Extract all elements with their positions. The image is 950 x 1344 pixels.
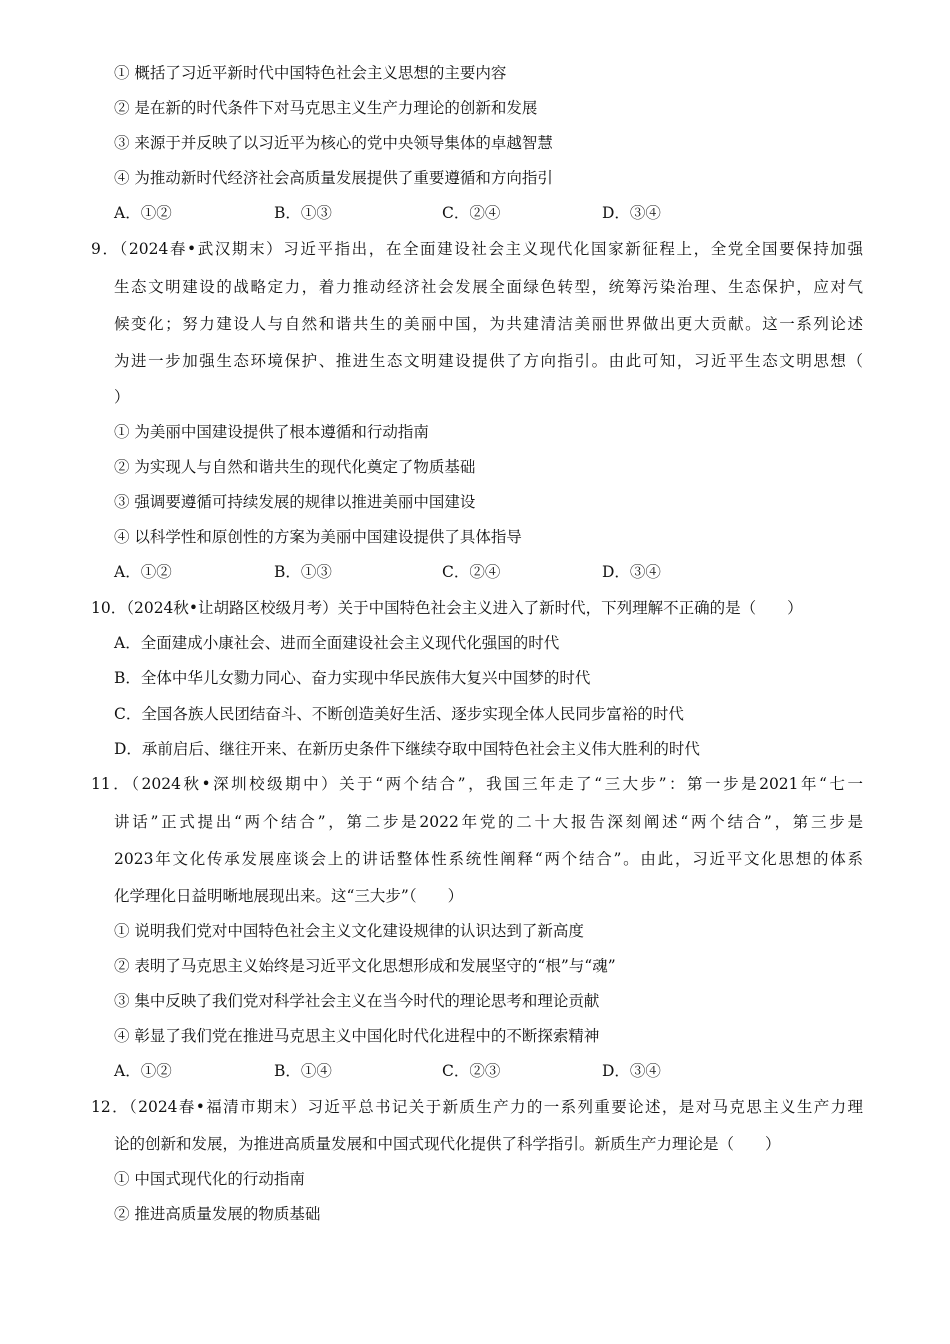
q10-option-d: D．承前启后、继往开来、在新历史条件下继续夺取中国特色社会主义伟大胜利的时代 (114, 740, 700, 758)
q8-choice-b: B．①③ (274, 204, 332, 222)
q8-statement-1: ① 概括了习近平新时代中国特色社会主义思想的主要内容 (114, 64, 507, 82)
q11-statement-4: ④ 彰显了我们党在推进马克思主义中国化时代化进程中的不断探索精神 (114, 1027, 600, 1045)
q11-choices (114, 1060, 814, 1082)
q9-statement-1: ① 为美丽中国建设提供了根本遵循和行动指南 (114, 423, 429, 441)
q9-stem-line-5: ） (114, 388, 130, 406)
q11-stem-line-4: 化学理化日益明晰地展现出来。这“三大步”（ ） (114, 887, 464, 905)
q10-option-b: B．全体中华儿女勠力同心、奋力实现中华民族伟大复兴中国梦的时代 (114, 669, 591, 687)
q9-statement-4: ④ 以科学性和原创性的方案为美丽中国建设提供了具体指导 (114, 528, 522, 546)
q10-option-c: C．全国各族人民团结奋斗、不断创造美好生活、逐步实现全体人民同步富裕的时代 (114, 705, 684, 723)
q11-statement-1: ① 说明我们党对中国特色社会主义文化建设规律的认识达到了新高度 (114, 922, 584, 940)
q8-statement-4: ④ 为推动新时代经济社会高质量发展提供了重要遵循和方向指引 (114, 169, 553, 187)
q11-choice-a: A．①② (114, 1062, 172, 1080)
q9-stem-line-3: 候变化；努力建设人与自然和谐共生的美丽中国，为共建清洁美丽世界做出更大贡献。这一系列论述 (114, 315, 863, 333)
q9-choice-a: A．①② (114, 563, 172, 581)
q12-stem-line-2: 论的创新和发展，为推进高质量发展和中国式现代化提供了科学指引。新质生产力理论是（ ） (114, 1135, 781, 1153)
q8-statement-2: ② 是在新的时代条件下对马克思主义生产力理论的创新和发展 (114, 99, 538, 117)
q11-stem-line-1: 11．（2024秋•深圳校级期中）关于“两个结合”，我国三年走了“三大步”：第一步是2021年“七一 (91, 775, 863, 793)
q9-statement-3: ③ 强调要遵循可持续发展的规律以推进美丽中国建设 (114, 493, 476, 511)
q12-statement-1: ① 中国式现代化的行动指南 (114, 1170, 305, 1188)
q11-choice-c: C．②③ (442, 1062, 501, 1080)
q12-stem-line-1: 12．（2024春•福清市期末）习近平总书记关于新质生产力的一系列重要论述，是对马克思主义生产力理 (91, 1098, 863, 1116)
q8-choices (114, 202, 814, 224)
q9-choice-c: C．②④ (442, 563, 501, 581)
q9-statement-2: ② 为实现人与自然和谐共生的现代化奠定了物质基础 (114, 458, 476, 476)
q11-choice-d: D．③④ (602, 1062, 661, 1080)
q8-statement-3: ③ 来源于并反映了以习近平为核心的党中央领导集体的卓越智慧 (114, 134, 553, 152)
q8-choice-c: C．②④ (442, 204, 501, 222)
q11-choice-b: B．①④ (274, 1062, 332, 1080)
q9-stem-line-2: 生态文明建设的战略定力，着力推动经济社会发展全面绿色转型，统筹污染治理、生态保护，应对气 (114, 278, 863, 296)
q11-statement-2: ② 表明了马克思主义始终是习近平文化思想形成和发展坚守的“根”与“魂” (114, 957, 616, 975)
q9-stem-line-1: 9．（2024春•武汉期末）习近平指出，在全面建设社会主义现代化国家新征程上，全党全国要保持加强 (91, 240, 863, 258)
q9-choices (114, 561, 814, 583)
q10-stem: 10．（2024秋•让胡路区校级月考）关于中国特色社会主义进入了新时代，下列理解不正确的是（ ） (91, 599, 803, 617)
q9-choice-b: B．①③ (274, 563, 332, 581)
q11-statement-3: ③ 集中反映了我们党对科学社会主义在当今时代的理论思考和理论贡献 (114, 992, 600, 1010)
q8-choice-d: D．③④ (602, 204, 661, 222)
q8-choice-a: A．①② (114, 204, 172, 222)
q12-statement-2: ② 推进高质量发展的物质基础 (114, 1205, 321, 1223)
q11-stem-line-2: 讲话”正式提出“两个结合”，第二步是2022年党的二十大报告深刻阐述“两个结合”，第三步是 (114, 813, 863, 831)
q9-stem-line-4: 为进一步加强生态环境保护、推进生态文明建设提供了方向指引。由此可知，习近平生态文明思想（ (114, 352, 863, 370)
q10-option-a: A．全面建成小康社会、进而全面建设社会主义现代化强国的时代 (114, 634, 560, 652)
q9-choice-d: D．③④ (602, 563, 661, 581)
q11-stem-line-3: 2023年文化传承发展座谈会上的讲话整体性系统性阐释“两个结合”。由此，习近平文化思想的体系 (114, 850, 863, 868)
